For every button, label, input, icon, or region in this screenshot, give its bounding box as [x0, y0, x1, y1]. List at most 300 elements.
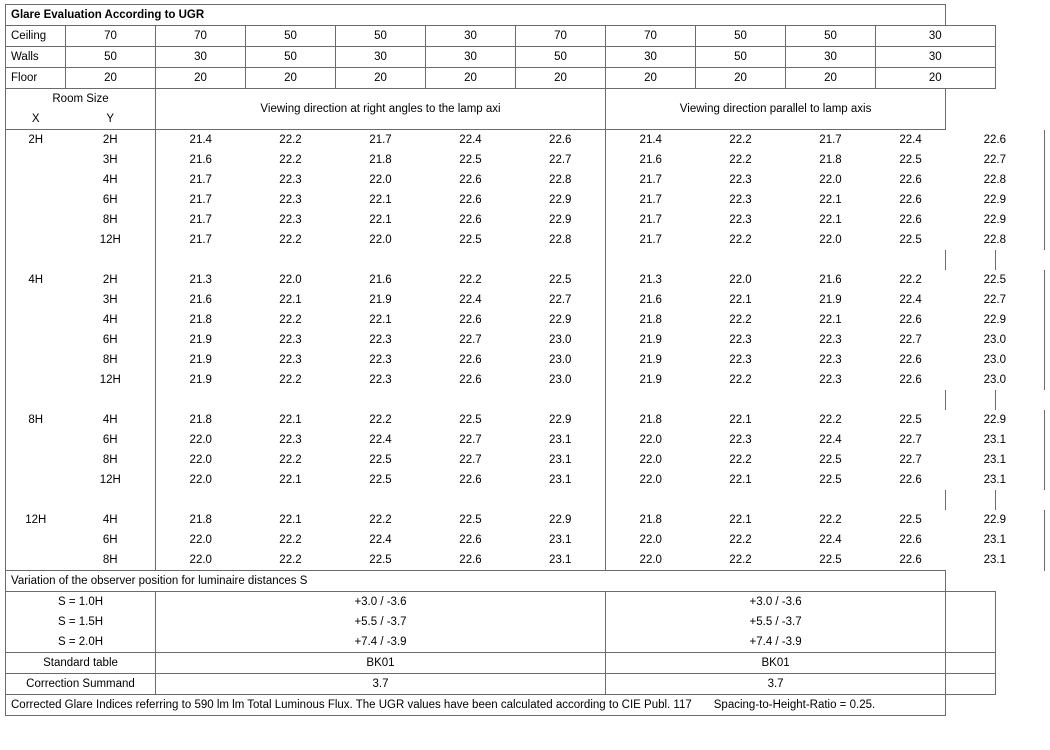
ugr-value-perpendicular: 22.3: [279, 354, 302, 366]
ugr-value-perpendicular: 21.7: [369, 134, 392, 146]
ugr-value-parallel: 22.4: [899, 134, 922, 146]
reflectance-value: 20: [696, 68, 786, 89]
room-x-value: [6, 450, 66, 470]
reflectance-value: 20: [336, 68, 426, 89]
ugr-value-perpendicular: 22.5: [516, 270, 606, 290]
room-y-value: 3H: [66, 290, 156, 310]
ugr-value-perpendicular: 21.9: [189, 334, 212, 346]
room-y-value: 6H: [66, 430, 156, 450]
ugr-value-parallel: 22.8: [946, 170, 1045, 190]
ugr-value-parallel: 22.2: [729, 234, 752, 246]
ugr-value-parallel: 22.0: [639, 534, 662, 546]
ugr-value-parallel: 22.2: [729, 314, 752, 326]
ugr-value-parallel: 22.2: [729, 454, 752, 466]
ugr-value-perpendicular: 22.2: [279, 554, 302, 566]
ugr-value-perpendicular: 21.3: [189, 274, 212, 286]
ugr-value-parallel: 22.9: [946, 410, 1045, 430]
ugr-value-parallel: 22.1: [729, 414, 752, 426]
reflectance-label: Ceiling: [6, 26, 66, 47]
ugr-value-perpendicular: 22.2: [279, 314, 302, 326]
ugr-value-parallel: 22.6: [899, 354, 922, 366]
room-x-value: [6, 370, 66, 390]
ugr-value-perpendicular: 22.4: [459, 134, 482, 146]
ugr-value-perpendicular: 22.0: [189, 534, 212, 546]
group-gap: [6, 390, 66, 410]
ugr-value-parallel: 22.3: [729, 214, 752, 226]
room-x-value: [6, 170, 66, 190]
standard-table-spacer: [946, 653, 995, 674]
ugr-value-parallel: 22.5: [899, 234, 922, 246]
ugr-value-parallel: 21.9: [819, 294, 842, 306]
group-gap: [66, 490, 156, 510]
group-gap: [156, 250, 606, 270]
ugr-value-perpendicular: 22.8: [516, 230, 606, 250]
ugr-value-parallel: 22.1: [729, 474, 752, 486]
ugr-value-perpendicular: 22.6: [459, 314, 482, 326]
ugr-value-perpendicular: 23.1: [516, 530, 606, 550]
variation-label: S = 2.0H: [6, 632, 156, 653]
ugr-value-perpendicular: 22.1: [279, 514, 302, 526]
reflectance-value: 30: [876, 47, 996, 68]
ugr-value-parallel: 22.5: [899, 154, 922, 166]
ugr-value-perpendicular: 22.0: [189, 554, 212, 566]
ugr-value-perpendicular: 22.2: [279, 374, 302, 386]
ugr-value-perpendicular: 23.1: [516, 550, 606, 571]
document-title: Glare Evaluation According to UGR: [6, 5, 946, 26]
reflectance-value: 50: [786, 26, 876, 47]
reflectance-value: 50: [336, 26, 426, 47]
ugr-value-parallel: 22.5: [819, 474, 842, 486]
room-x-value: [6, 230, 66, 250]
ugr-value-perpendicular: 22.6: [459, 354, 482, 366]
standard-table-perpendicular: BK01: [156, 653, 606, 674]
ugr-value-parallel: 22.4: [899, 294, 922, 306]
ugr-value-parallel: 21.6: [639, 294, 662, 306]
ugr-value-perpendicular: 22.6: [459, 214, 482, 226]
ugr-value-perpendicular: 22.5: [459, 514, 482, 526]
ugr-value-parallel: 21.9: [639, 354, 662, 366]
ugr-value-perpendicular: 21.4: [189, 134, 212, 146]
ugr-value-perpendicular: 22.3: [279, 214, 302, 226]
reflectance-value: 50: [246, 47, 336, 68]
ugr-value-perpendicular: 22.2: [459, 274, 482, 286]
room-x-value: 4H: [6, 270, 66, 290]
footnote-text: Corrected Glare Indices referring to 590 lm lm Total Luminous Flux. The UGR values have been calculated according to CIE Publ. 117: [11, 699, 692, 711]
ugr-value-perpendicular: 21.7: [189, 194, 212, 206]
ugr-value-perpendicular: 22.6: [459, 474, 482, 486]
ugr-value-parallel: 21.8: [639, 314, 662, 326]
variation-value-perpendicular: +5.5 / -3.7: [156, 612, 606, 632]
ugr-value-perpendicular: 23.0: [516, 350, 606, 370]
reflectance-value: 70: [606, 26, 696, 47]
reflectance-value: 30: [606, 47, 696, 68]
ugr-value-perpendicular: 22.2: [279, 454, 302, 466]
group-gap: [606, 390, 946, 410]
ugr-value-parallel: 22.0: [819, 234, 842, 246]
ugr-value-parallel: 22.7: [899, 434, 922, 446]
ugr-value-parallel: 22.6: [899, 474, 922, 486]
ugr-value-parallel: 22.0: [639, 554, 662, 566]
variation-value-parallel: +5.5 / -3.7: [606, 612, 946, 632]
ugr-value-perpendicular: 22.9: [516, 410, 606, 430]
ugr-value-perpendicular: 22.3: [279, 334, 302, 346]
variation-value-parallel: +3.0 / -3.6: [606, 592, 946, 613]
ugr-value-perpendicular: 22.1: [369, 194, 392, 206]
ugr-value-perpendicular: 22.4: [369, 534, 392, 546]
ugr-value-parallel: 21.7: [639, 234, 662, 246]
room-y-value: 8H: [66, 550, 156, 571]
room-x-value: [6, 190, 66, 210]
ugr-value-perpendicular: 21.9: [189, 354, 212, 366]
reflectance-value: 20: [606, 68, 696, 89]
ugr-value-perpendicular: 23.0: [516, 370, 606, 390]
ugr-value-parallel: 22.0: [639, 434, 662, 446]
ugr-value-parallel: 23.0: [946, 330, 1045, 350]
ugr-value-perpendicular: 21.9: [189, 374, 212, 386]
room-y-value: 4H: [66, 310, 156, 330]
reflectance-value: 20: [516, 68, 606, 89]
ugr-value-perpendicular: 21.7: [189, 214, 212, 226]
ugr-value-perpendicular: 22.4: [459, 294, 482, 306]
ugr-value-parallel: 23.1: [946, 550, 1045, 571]
ugr-value-parallel: 22.3: [819, 374, 842, 386]
variation-value-perpendicular: +7.4 / -3.9: [156, 632, 606, 653]
ugr-value-perpendicular: 22.9: [516, 510, 606, 530]
ugr-value-perpendicular: 22.6: [459, 194, 482, 206]
reflectance-value: 20: [66, 68, 156, 89]
ugr-value-parallel: 22.1: [729, 294, 752, 306]
group-gap: [606, 250, 946, 270]
reflectance-value: 50: [66, 47, 156, 68]
room-y-value: 12H: [66, 230, 156, 250]
ugr-value-parallel: 21.7: [639, 174, 662, 186]
group-gap: [946, 250, 995, 270]
reflectance-value: 30: [336, 47, 426, 68]
ugr-value-parallel: 22.9: [946, 190, 1045, 210]
ugr-value-perpendicular: 22.3: [369, 354, 392, 366]
ugr-value-parallel: 22.3: [819, 334, 842, 346]
reflectance-value: 50: [516, 47, 606, 68]
axis-y-label: Y: [66, 109, 156, 130]
viewing-direction-header-perpendicular: Viewing direction at right angles to the lamp axi: [156, 89, 606, 130]
ugr-value-perpendicular: 22.2: [279, 134, 302, 146]
ugr-value-perpendicular: 21.7: [189, 174, 212, 186]
ugr-value-perpendicular: 22.5: [459, 414, 482, 426]
ugr-value-perpendicular: 22.2: [369, 514, 392, 526]
ugr-value-perpendicular: 22.3: [279, 194, 302, 206]
ugr-value-perpendicular: 22.1: [279, 294, 302, 306]
standard-table-label: Standard table: [6, 653, 156, 674]
room-x-value: [6, 330, 66, 350]
ugr-value-parallel: 22.7: [946, 290, 1045, 310]
ugr-value-perpendicular: 22.1: [279, 414, 302, 426]
room-x-value: [6, 210, 66, 230]
reflectance-value: 50: [696, 26, 786, 47]
ugr-value-perpendicular: 21.6: [189, 154, 212, 166]
reflectance-value: 70: [516, 26, 606, 47]
group-gap: [946, 390, 995, 410]
ugr-value-perpendicular: 22.1: [369, 214, 392, 226]
ugr-value-parallel: 22.6: [899, 174, 922, 186]
ugr-value-perpendicular: 22.7: [459, 434, 482, 446]
ugr-value-perpendicular: 22.3: [369, 334, 392, 346]
ugr-value-parallel: 21.4: [639, 134, 662, 146]
room-y-value: 8H: [66, 350, 156, 370]
ugr-value-parallel: 21.7: [639, 194, 662, 206]
ugr-value-parallel: 22.3: [729, 434, 752, 446]
variation-spacer: [946, 612, 995, 632]
ugr-value-parallel: 22.3: [729, 334, 752, 346]
ugr-value-parallel: 22.6: [899, 314, 922, 326]
variation-title: Variation of the observer position for luminaire distances S: [6, 571, 946, 592]
ugr-value-perpendicular: 23.1: [516, 470, 606, 490]
ugr-value-perpendicular: 22.9: [516, 310, 606, 330]
room-y-value: 2H: [66, 130, 156, 151]
room-y-value: 4H: [66, 410, 156, 430]
room-y-value: 12H: [66, 370, 156, 390]
ugr-value-parallel: 22.1: [819, 214, 842, 226]
group-gap: [606, 490, 946, 510]
ugr-value-parallel: 22.3: [729, 174, 752, 186]
room-y-value: 4H: [66, 510, 156, 530]
room-x-value: 12H: [6, 510, 66, 530]
ugr-value-perpendicular: 22.7: [516, 150, 606, 170]
ugr-value-parallel: 22.5: [899, 514, 922, 526]
reflectance-value: 30: [786, 47, 876, 68]
room-y-value: 8H: [66, 210, 156, 230]
ugr-value-perpendicular: 21.8: [189, 514, 212, 526]
ugr-value-parallel: 22.2: [729, 534, 752, 546]
room-y-value: 6H: [66, 330, 156, 350]
ugr-value-perpendicular: 22.1: [369, 314, 392, 326]
ugr-value-parallel: 22.9: [946, 310, 1045, 330]
reflectance-value: 20: [876, 68, 996, 89]
ugr-value-parallel: 22.5: [819, 454, 842, 466]
ugr-value-perpendicular: 22.4: [369, 434, 392, 446]
reflectance-value: 30: [156, 47, 246, 68]
ugr-value-perpendicular: 22.8: [516, 170, 606, 190]
ugr-value-parallel: 22.5: [899, 414, 922, 426]
room-x-value: [6, 550, 66, 571]
ugr-value-parallel: 22.0: [639, 474, 662, 486]
room-y-value: 6H: [66, 530, 156, 550]
ugr-value-parallel: 21.8: [819, 154, 842, 166]
group-gap: [66, 390, 156, 410]
ugr-value-perpendicular: 22.2: [279, 534, 302, 546]
ugr-value-parallel: 22.5: [946, 270, 1045, 290]
ugr-value-parallel: 22.2: [729, 154, 752, 166]
ugr-value-perpendicular: 22.0: [279, 274, 302, 286]
ugr-value-perpendicular: 22.5: [369, 554, 392, 566]
variation-label: S = 1.0H: [6, 592, 156, 613]
ugr-value-perpendicular: 22.6: [459, 554, 482, 566]
reflectance-value: 20: [786, 68, 876, 89]
variation-label: S = 1.5H: [6, 612, 156, 632]
ugr-value-parallel: 22.2: [729, 134, 752, 146]
group-gap: [946, 490, 995, 510]
ugr-value-parallel: 22.6: [946, 130, 1045, 151]
ugr-value-perpendicular: 22.7: [459, 334, 482, 346]
ugr-value-parallel: 21.7: [819, 134, 842, 146]
ugr-value-parallel: 22.6: [899, 214, 922, 226]
ugr-value-parallel: 22.1: [819, 194, 842, 206]
ugr-value-parallel: 22.2: [729, 374, 752, 386]
reflectance-value: 30: [876, 26, 996, 47]
ugr-value-parallel: 21.7: [639, 214, 662, 226]
variation-value-perpendicular: +3.0 / -3.6: [156, 592, 606, 613]
reflectance-value: 50: [696, 47, 786, 68]
ugr-value-parallel: 22.6: [899, 374, 922, 386]
ugr-value-parallel: 23.1: [946, 530, 1045, 550]
reflectance-label: Floor: [6, 68, 66, 89]
ugr-value-perpendicular: 22.5: [369, 474, 392, 486]
ugr-value-perpendicular: 21.9: [369, 294, 392, 306]
ugr-value-parallel: 22.0: [639, 454, 662, 466]
ugr-value-parallel: 22.7: [899, 334, 922, 346]
ugr-value-perpendicular: 21.8: [369, 154, 392, 166]
room-x-value: [6, 430, 66, 450]
reflectance-value: 50: [246, 26, 336, 47]
ugr-value-perpendicular: 21.7: [189, 234, 212, 246]
ugr-value-perpendicular: 22.7: [516, 290, 606, 310]
room-x-value: 2H: [6, 130, 66, 151]
ugr-value-perpendicular: 22.5: [369, 454, 392, 466]
ugr-value-perpendicular: 22.2: [279, 154, 302, 166]
ugr-value-perpendicular: 22.0: [189, 434, 212, 446]
ugr-value-parallel: 22.0: [819, 174, 842, 186]
reflectance-value: 30: [426, 47, 516, 68]
group-gap: [6, 250, 66, 270]
ugr-value-parallel: 22.6: [899, 554, 922, 566]
ugr-value-perpendicular: 22.5: [459, 154, 482, 166]
ugr-value-parallel: 22.0: [729, 274, 752, 286]
ugr-value-perpendicular: 23.1: [516, 430, 606, 450]
ugr-value-parallel: 22.6: [899, 534, 922, 546]
group-gap: [6, 490, 66, 510]
group-gap: [156, 390, 606, 410]
ugr-value-parallel: 23.1: [946, 430, 1045, 450]
ugr-value-parallel: 22.3: [729, 354, 752, 366]
ugr-value-perpendicular: 22.0: [189, 454, 212, 466]
ugr-value-parallel: 22.6: [899, 194, 922, 206]
ugr-value-parallel: 23.0: [946, 370, 1045, 390]
room-x-value: [6, 310, 66, 330]
ugr-value-parallel: 22.2: [819, 514, 842, 526]
variation-value-parallel: +7.4 / -3.9: [606, 632, 946, 653]
ugr-value-perpendicular: 22.2: [369, 414, 392, 426]
ugr-value-parallel: 22.5: [819, 554, 842, 566]
ugr-value-parallel: 21.9: [639, 374, 662, 386]
ugr-value-parallel: 22.3: [819, 354, 842, 366]
ugr-value-parallel: 21.6: [819, 274, 842, 286]
room-y-value: 8H: [66, 450, 156, 470]
reflectance-value: 70: [156, 26, 246, 47]
ugr-value-parallel: 21.8: [639, 514, 662, 526]
footnote: [6, 695, 946, 716]
ugr-value-parallel: 21.8: [639, 414, 662, 426]
ugr-value-perpendicular: 21.6: [189, 294, 212, 306]
ugr-value-perpendicular: 22.0: [369, 174, 392, 186]
ugr-value-parallel: 22.2: [819, 414, 842, 426]
ugr-value-perpendicular: 22.3: [279, 174, 302, 186]
ugr-value-perpendicular: 22.6: [459, 534, 482, 546]
ugr-value-perpendicular: 22.9: [516, 190, 606, 210]
ugr-value-parallel: 22.1: [819, 314, 842, 326]
ugr-value-perpendicular: 22.3: [369, 374, 392, 386]
ugr-value-perpendicular: 22.3: [279, 434, 302, 446]
ugr-value-parallel: 22.2: [729, 554, 752, 566]
room-y-value: 3H: [66, 150, 156, 170]
ugr-value-parallel: 21.9: [639, 334, 662, 346]
ugr-value-perpendicular: 22.6: [516, 130, 606, 151]
spacing-to-height-ratio: Spacing-to-Height-Ratio = 0.25.: [713, 699, 876, 711]
variation-spacer: [946, 592, 995, 613]
group-gap: [156, 490, 606, 510]
room-x-value: 8H: [6, 410, 66, 430]
ugr-value-parallel: 22.4: [819, 434, 842, 446]
room-size-header: Room Size: [6, 89, 156, 110]
room-y-value: 12H: [66, 470, 156, 490]
ugr-value-perpendicular: 21.8: [189, 314, 212, 326]
ugr-value-perpendicular: 23.0: [516, 330, 606, 350]
variation-spacer: [946, 632, 995, 653]
reflectance-value: 20: [426, 68, 516, 89]
ugr-value-parallel: 22.7: [946, 150, 1045, 170]
ugr-value-parallel: 22.4: [819, 534, 842, 546]
ugr-value-parallel: 21.6: [639, 154, 662, 166]
ugr-value-perpendicular: 21.6: [369, 274, 392, 286]
room-x-value: [6, 290, 66, 310]
room-y-value: 6H: [66, 190, 156, 210]
room-x-value: [6, 530, 66, 550]
ugr-value-perpendicular: 22.9: [516, 210, 606, 230]
reflectance-value: 20: [246, 68, 336, 89]
viewing-direction-spacer: [946, 89, 995, 130]
ugr-value-perpendicular: 22.1: [279, 474, 302, 486]
ugr-value-perpendicular: 22.2: [279, 234, 302, 246]
ugr-value-parallel: 22.2: [899, 274, 922, 286]
reflectance-label: Walls: [6, 47, 66, 68]
ugr-value-parallel: 22.3: [729, 194, 752, 206]
ugr-value-parallel: 22.9: [946, 210, 1045, 230]
ugr-value-perpendicular: 22.5: [459, 234, 482, 246]
correction-summand-label: Correction Summand: [6, 674, 156, 695]
room-y-value: 4H: [66, 170, 156, 190]
ugr-value-perpendicular: 22.0: [369, 234, 392, 246]
room-x-value: [6, 470, 66, 490]
group-gap: [66, 250, 156, 270]
viewing-direction-header-parallel: Viewing direction parallel to lamp axis: [606, 89, 946, 130]
ugr-value-perpendicular: 22.6: [459, 174, 482, 186]
reflectance-value: 70: [66, 26, 156, 47]
ugr-table: [5, 4, 1045, 716]
standard-table-parallel: BK01: [606, 653, 946, 674]
correction-summand-spacer: [946, 674, 995, 695]
ugr-value-parallel: 22.9: [946, 510, 1045, 530]
room-x-value: [6, 150, 66, 170]
correction-summand-parallel: 3.7: [606, 674, 946, 695]
ugr-value-perpendicular: 23.1: [516, 450, 606, 470]
ugr-value-perpendicular: 22.0: [189, 474, 212, 486]
reflectance-value: 20: [156, 68, 246, 89]
ugr-value-parallel: 23.0: [946, 350, 1045, 370]
ugr-value-parallel: 22.8: [946, 230, 1045, 250]
room-y-value: 2H: [66, 270, 156, 290]
ugr-value-parallel: 23.1: [946, 450, 1045, 470]
room-x-value: [6, 350, 66, 370]
ugr-value-parallel: 22.7: [899, 454, 922, 466]
ugr-value-perpendicular: 22.7: [459, 454, 482, 466]
